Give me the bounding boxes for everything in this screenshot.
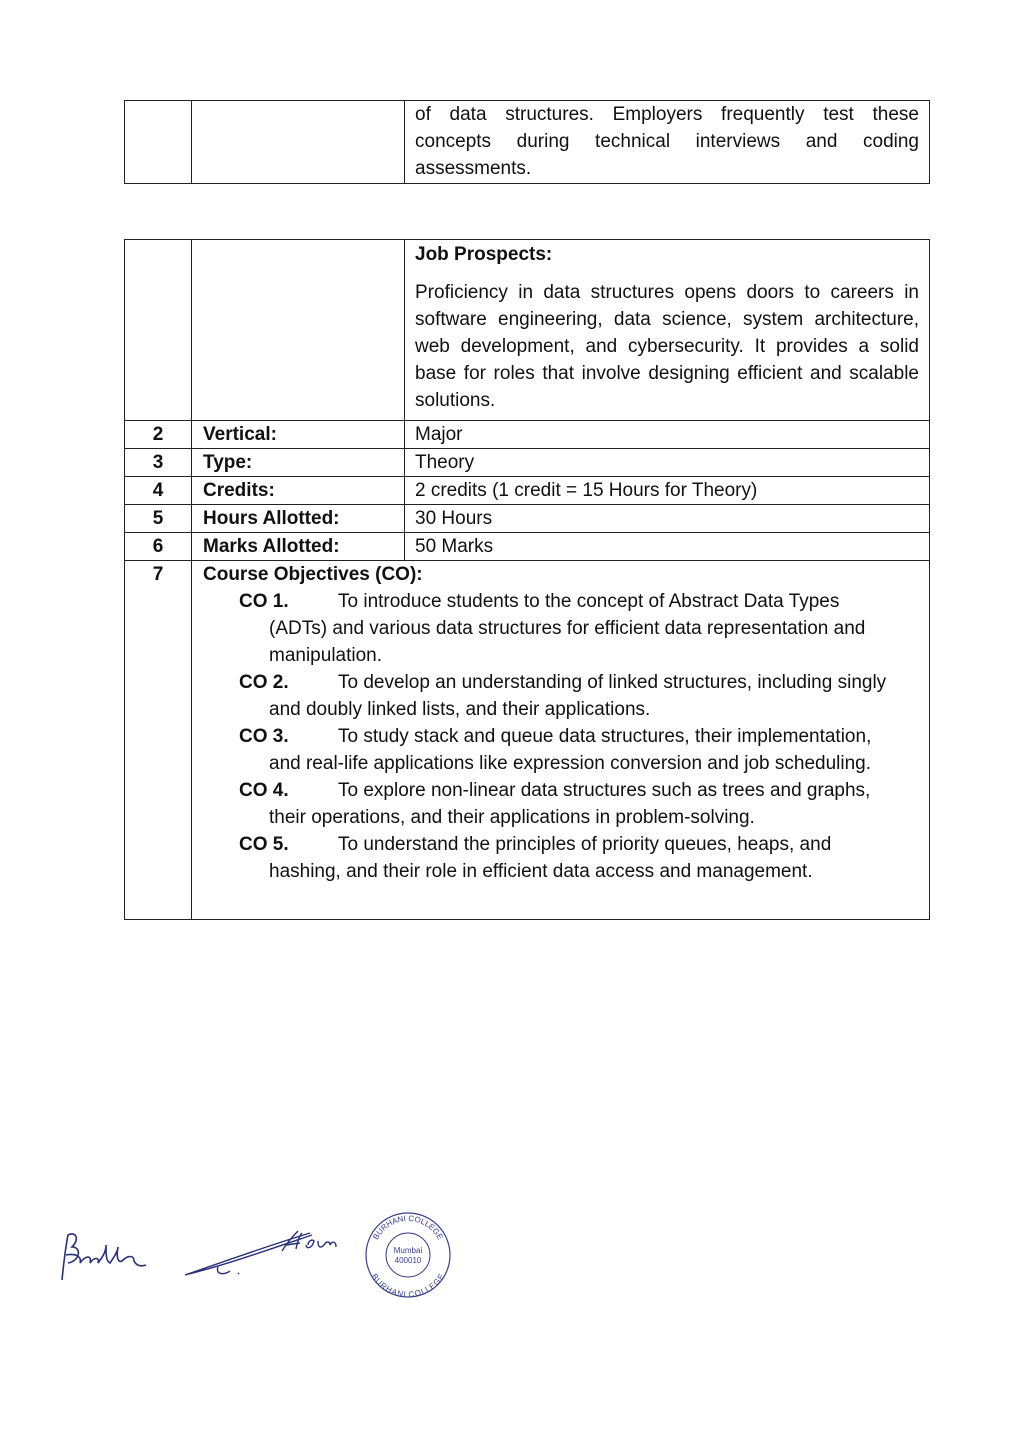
objective-label: CO 4. [239,780,289,801]
continued-table [124,100,930,184]
row-number: 4 [125,477,192,505]
row-label: Hours Allotted: [192,505,405,533]
job-prospects-row [125,240,930,421]
table-row [125,101,930,184]
objective-text: To develop an understanding of linked structures, including singly and doubly linked lists, and their applications. [269,672,887,720]
table-row [125,421,930,449]
row-value: Major [405,421,930,449]
row-value: 50 Marks [405,533,930,561]
objectives-row [125,561,930,920]
empty-cell [125,240,192,421]
objective-text: To study stack and queue data structures, their implementation, and real-life applications like expression conversion and job scheduling. [269,726,872,774]
stamp-pin: 400010 [394,1256,422,1265]
course-details-table [124,239,930,920]
objective-item [203,723,889,777]
row-label: Marks Allotted: [192,533,405,561]
row-number: 2 [125,421,192,449]
objectives-cell [192,561,930,920]
signatures-and-stamp [50,1205,470,1305]
stamp-top-text: BURHANI COLLEGE [371,1213,445,1242]
stamp-bottom-text: BURHANI COLLEGE [370,1271,446,1299]
row-number: 7 [125,561,192,920]
objective-item [203,669,889,723]
objective-label: CO 5. [239,834,289,855]
objective-text: To introduce students to the concept of Abstract Data Types (ADTs) and various data structures for efficient data representation and manipulation. [269,591,866,666]
row-number: 6 [125,533,192,561]
table-row [125,533,930,561]
row-value: 30 Hours [405,505,930,533]
svg-text:BURHANI COLLEGE [370,1272,446,1299]
signature-2 [185,1231,336,1275]
objective-item [203,831,889,885]
objective-text: To explore non-linear data structures such as trees and graphs, their operations, and their applications in problem-solving. [269,780,871,828]
objective-item [203,777,889,831]
objective-label: CO 1. [239,591,289,612]
svg-text:BURHANI COLLEGE [371,1214,445,1241]
table-row [125,505,930,533]
job-prospects-cell [405,240,930,421]
empty-cell [192,240,405,421]
job-prospects-text: Proficiency in data structures opens doors to careers in software engineering, data science, system architecture, web development, and cybersecurity. It provides a solid base for roles that involve designing efficient and scalable solutions. [415,282,919,411]
job-prospects-heading: Job Prospects: [415,244,553,265]
objectives-heading: Course Objectives (CO): [203,564,423,585]
table-row [125,477,930,505]
objective-label: CO 2. [239,672,289,693]
row-number: 5 [125,505,192,533]
objective-item [203,588,889,669]
college-stamp [366,1213,450,1299]
row-value: 2 credits (1 credit = 15 Hours for Theory) [405,477,930,505]
row-label: Type: [192,449,405,477]
objective-text: To understand the principles of priority queues, heaps, and hashing, and their role in efficient data access and management. [269,834,832,882]
row-label: Vertical: [192,421,405,449]
empty-cell [192,101,405,184]
continued-text: of data structures. Employers frequently test these concepts during technical interviews and coding assessments. [405,101,930,184]
row-value: Theory [405,449,930,477]
signature-1 [62,1234,146,1280]
empty-cell [125,101,192,184]
row-number: 3 [125,449,192,477]
row-label: Credits: [192,477,405,505]
objective-label: CO 3. [239,726,289,747]
stamp-city: Mumbai [393,1246,423,1255]
table-row [125,449,930,477]
